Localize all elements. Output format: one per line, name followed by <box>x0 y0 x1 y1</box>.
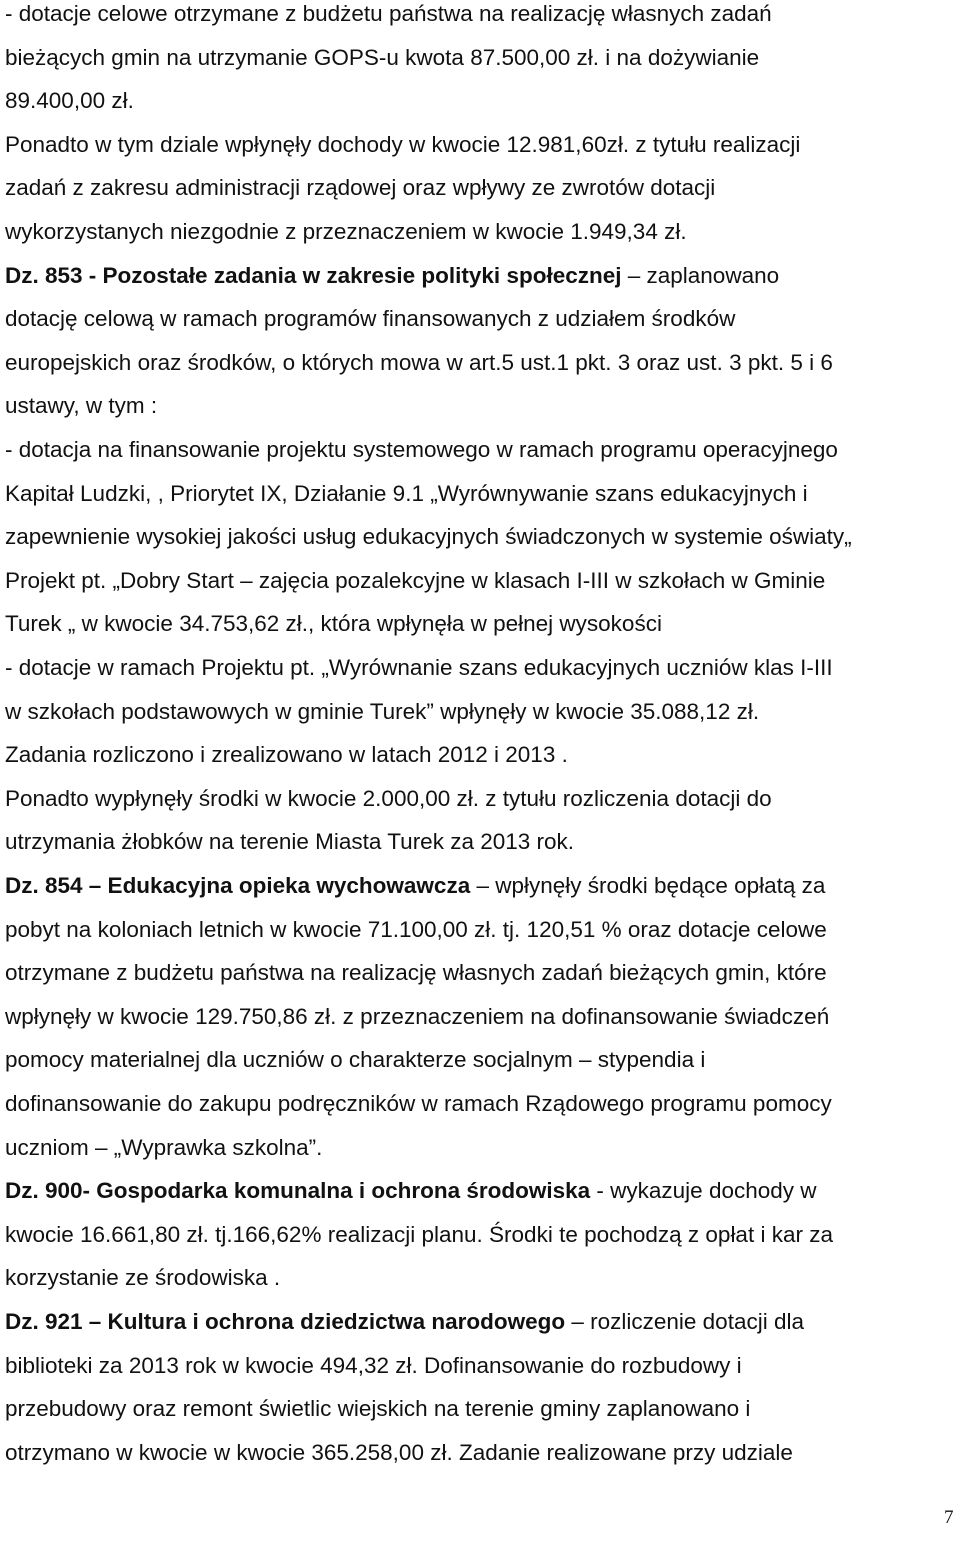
body-text: europejskich oraz środków, o których mowa w art.5 ust.1 pkt. 3 oraz ust. 3 pkt. 5 i 6 <box>5 349 833 375</box>
text-line <box>5 523 852 551</box>
body-text: dofinansowanie do zakupu podręczników w ramach Rządowego programu pomocy <box>5 1091 832 1116</box>
text-line <box>5 698 759 726</box>
body-text: przebudowy oraz remont świetlic wiejskich na terenie gminy zaplanowano i <box>5 1396 751 1422</box>
page-number: 7 <box>944 1507 954 1528</box>
text-line <box>5 1395 750 1423</box>
text-line <box>5 785 772 813</box>
text-line <box>5 1177 817 1205</box>
text-line <box>5 828 574 856</box>
body-text: wykorzystanych niezgodnie z przeznaczeniem w kwocie 1.949,34 zł. <box>5 219 687 244</box>
body-text: uczniom – „Wyprawka szkolna”. <box>5 1134 323 1160</box>
body-text: Ponadto wypłynęły środki w kwocie 2.000,00 zł. z tytułu rozliczenia dotacji do <box>5 785 772 811</box>
text-line <box>5 218 687 246</box>
text-line <box>5 872 825 900</box>
text-line <box>5 87 134 115</box>
body-text: kwocie 16.661,80 zł. tj.166,62% realizacji planu. Środki te pochodzą z opłat i kar za <box>5 1221 833 1247</box>
body-text: Turek „ w kwocie 34.753,62 zł., która wpłynęła w pełnej wysokości <box>5 611 662 637</box>
text-line <box>5 654 833 682</box>
text-line <box>5 567 825 595</box>
body-text: w szkołach podstawowych w gminie Turek” wpłynęły w kwocie 35.088,12 zł. <box>5 698 760 724</box>
text-line <box>5 392 157 420</box>
body-text: - dotacje celowe otrzymane z budżetu państwa na realizację własnych zadań <box>5 1 772 26</box>
body-text: dotację celową w ramach programów finansowanych z udziałem środków <box>5 306 736 332</box>
text-line <box>5 1134 322 1162</box>
text-line <box>5 1090 832 1118</box>
body-text: utrzymania żłobków na terenie Miasta Turek za 2013 rok. <box>5 829 575 855</box>
text-line <box>5 262 779 290</box>
text-line <box>5 480 808 508</box>
body-text: Ponadto w tym dziale wpłynęły dochody w kwocie 12.981,60zł. z tytułu realizacji <box>5 131 801 157</box>
body-text: Zadania rozliczono i zrealizowano w latach 2012 i 2013 . <box>5 742 568 768</box>
body-text: zadań z zakresu administracji rządowej oraz wpływy ze zwrotów dotacji <box>5 175 716 201</box>
text-line <box>5 349 833 377</box>
bold-text: Dz. 921 – Kultura i ochrona dziedzictwa narodowego <box>5 1309 566 1334</box>
body-text: Kapitał Ludzki, , Priorytet IX, Działanie 9.1 „Wyrównywanie szans edukacyjnych i <box>5 480 808 506</box>
text-line <box>5 1003 829 1031</box>
text-line <box>5 1264 280 1292</box>
body-text: Projekt pt. „Dobry Start – zajęcia pozalekcyjne w klasach I-III w szkołach w Gminie <box>5 567 826 593</box>
text-line <box>5 1046 705 1074</box>
body-text: zapewnienie wysokiej jakości usług edukacyjnych świadczonych w systemie oświaty„ <box>5 524 852 550</box>
body-text: – wpłynęły środki będące opłatą za <box>470 873 826 898</box>
text-line <box>5 436 838 464</box>
body-text: biblioteki za 2013 rok w kwocie 494,32 zł. Dofinansowanie do rozbudowy i <box>5 1352 742 1378</box>
text-line <box>5 1308 804 1336</box>
body-text: - dotacje w ramach Projektu pt. „Wyrównanie szans edukacyjnych uczniów klas I-III <box>5 655 833 680</box>
text-line <box>5 174 715 202</box>
text-line <box>5 44 759 72</box>
bold-text: Dz. 854 – Edukacyjna opieka wychowawcza <box>5 873 471 898</box>
text-line <box>5 959 827 987</box>
body-text: otrzymano w kwocie w kwocie 365.258,00 zł. Zadanie realizowane przy udziale <box>5 1439 793 1465</box>
text-line <box>5 610 662 638</box>
text-line <box>5 305 735 333</box>
text-line <box>5 1221 833 1249</box>
body-text: otrzymane z budżetu państwa na realizację własnych zadań bieżących gmin, które <box>5 960 827 986</box>
body-text: 89.400,00 zł. <box>5 88 134 114</box>
body-text: pobyt na koloniach letnich w kwocie 71.100,00 zł. tj. 120,51 % oraz dotacje celowe <box>5 916 827 942</box>
text-line <box>5 741 568 769</box>
body-text: wpłynęły w kwocie 129.750,86 zł. z przeznaczeniem na dofinansowanie świadczeń <box>5 1003 830 1029</box>
body-text: - dotacja na finansowanie projektu systemowego w ramach programu operacyjnego <box>5 437 838 462</box>
body-text: – zaplanowano <box>621 262 780 288</box>
bold-text: Dz. 853 - Pozostałe zadania w zakresie polityki społecznej <box>5 262 622 288</box>
body-text: – rozliczenie dotacji dla <box>565 1309 804 1334</box>
text-line <box>5 1439 793 1467</box>
bold-text: Dz. 900- Gospodarka komunalna i ochrona środowiska <box>5 1178 591 1204</box>
text-line <box>5 131 800 159</box>
body-text: bieżących gmin na utrzymanie GOPS-u kwota 87.500,00 zł. i na dożywianie <box>5 44 760 70</box>
text-line <box>5 916 827 944</box>
body-text: korzystanie ze środowiska . <box>5 1265 281 1291</box>
body-text: ustawy, w tym : <box>5 393 158 419</box>
text-line <box>5 1352 742 1380</box>
body-text: - wykazuje dochody w <box>590 1178 817 1204</box>
body-text: pomocy materialnej dla uczniów o charakterze socjalnym – stypendia i <box>5 1047 706 1073</box>
text-line <box>5 0 772 28</box>
